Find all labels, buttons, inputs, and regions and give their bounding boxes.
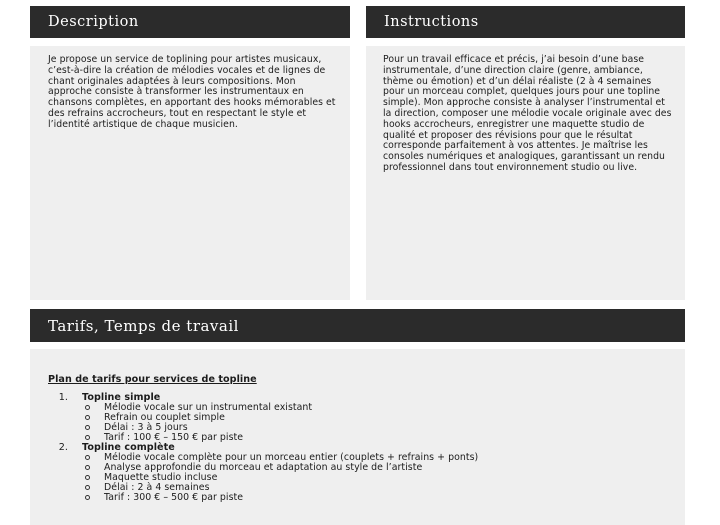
plan-number: 1. xyxy=(58,391,68,403)
description-header xyxy=(30,6,350,38)
bullet-circle-icon xyxy=(85,405,90,410)
bullet-circle-icon xyxy=(85,425,90,430)
bullet-circle-icon xyxy=(85,485,90,490)
plan-name: Topline complète xyxy=(82,441,175,453)
plan-item xyxy=(48,443,667,503)
plan-detail: Analyse approfondie du morceau et adaptation au style de l’artiste xyxy=(82,463,667,473)
plan-detail: Tarif : 300 € – 500 € par piste xyxy=(82,493,667,503)
plan-item xyxy=(48,393,667,443)
instructions-header xyxy=(366,6,685,38)
plan-number: 2. xyxy=(58,441,68,453)
plan-detail: Mélodie vocale complète pour un morceau entier (couplets + refrains + ponts) xyxy=(82,453,667,463)
plan-detail: Maquette studio incluse xyxy=(82,473,667,483)
tarifs-header xyxy=(30,309,685,342)
plan-detail: Mélodie vocale sur un instrumental existant xyxy=(82,403,667,413)
bullet-circle-icon xyxy=(85,495,90,500)
plan-detail: Refrain ou couplet simple xyxy=(82,413,667,423)
bullet-circle-icon xyxy=(85,435,90,440)
instructions-text: Pour un travail efficace et précis, j’ai besoin d’une base instrumentale, d’une direction claire (genre, ambiance, thème ou émotion) et d’un délai réaliste (2 à 4 semaines pour un morceau complet, quelques jours pour une topline simple). Mon approche consiste à analyser l’instrumental et la direction, composer une mélodie vocale originale avec des hooks accrocheurs, enregistrer une maquette studio de qualité et proposer des révisions pour que le résultat corresponde parfaitement à vos attentes. Je maîtrise les consoles numériques et analogiques, garantissant un rendu professionnel dans tout environnement studio ou live. xyxy=(383,54,672,173)
plan-detail: Délai : 3 à 5 jours xyxy=(82,423,667,433)
tarifs-panel xyxy=(30,349,685,525)
tarifs-title: Tarifs, Temps de travail xyxy=(48,316,239,335)
description-title: Description xyxy=(48,14,139,30)
instructions-title: Instructions xyxy=(384,14,479,30)
description-text: Je propose un service de toplining pour artistes musicaux, c’est-à-dire la création de mélodies vocales et de lignes de chant originales adaptées à leurs compositions. Mon approche consiste à transformer les instrumentaux en chansons complètes, en apportant des hooks mémorables et des refrains accrocheurs, tout en respectant le style et l’identité artistique de chaque musicien. xyxy=(48,54,336,130)
bullet-circle-icon xyxy=(85,475,90,480)
plan-title: Plan de tarifs pour services de topline xyxy=(48,374,257,385)
plan-name: Topline simple xyxy=(82,391,161,403)
plan-detail: Tarif : 100 € – 150 € par piste xyxy=(82,433,667,443)
instructions-panel xyxy=(366,46,685,300)
bullet-circle-icon xyxy=(85,455,90,460)
plan-detail: Délai : 2 à 4 semaines xyxy=(82,483,667,493)
bullet-circle-icon xyxy=(85,415,90,420)
bullet-circle-icon xyxy=(85,465,90,470)
description-panel xyxy=(30,46,350,300)
